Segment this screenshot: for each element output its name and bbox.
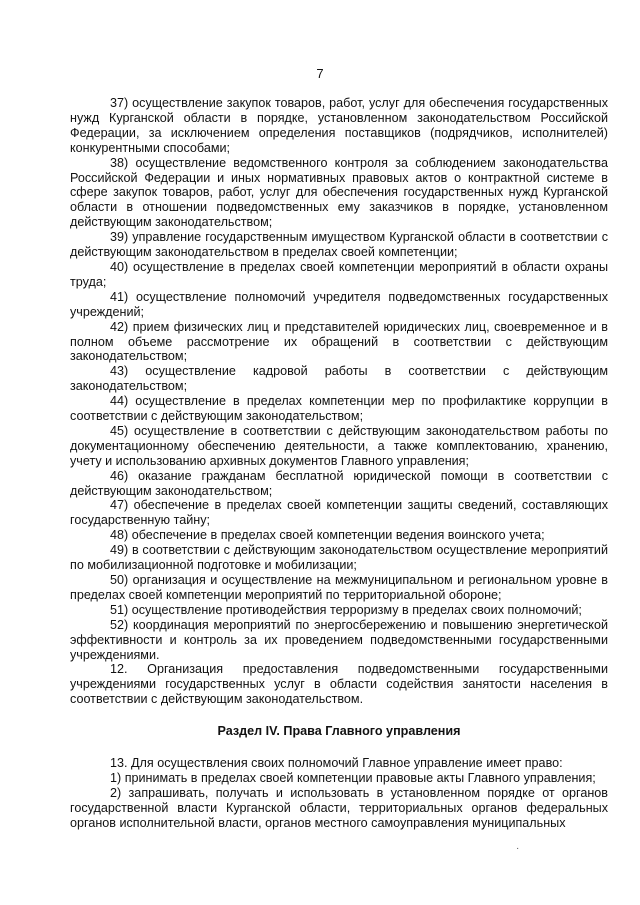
- paragraph-item-52: 52) координация мероприятий по энергосбережению и повышению энергетической эффективности и контроль за их проведением подведомственными государственными учреждениями.: [70, 617, 608, 662]
- document-body: [70, 96, 608, 831]
- paragraph-item-39: 39) управление государственным имуществом Курганской области в соответствии с действующим законодательством в пределах своей компетенции;: [70, 230, 608, 260]
- paragraph-item-38: 38) осуществление ведомственного контроля за соблюдением законодательства Российской Федерации и иных нормативных правовых актов о контрактной системе в сфере закупок товаров, работ, услуг для обеспечения государственных нужд Курганской области в отношении подведомственных ему заказчиков в порядке, установленном действующим законодательством;: [70, 155, 608, 230]
- paragraph-item-42: 42) прием физических лиц и представителей юридических лиц, своевременное и в полном объеме рассмотрение их обращений в соответствии с действующим законодательством;: [70, 319, 608, 364]
- paragraph-item-46: 46) оказание гражданам бесплатной юридической помощи в соответствии с действующим законодательством;: [70, 468, 608, 498]
- paragraph-item-49: 49) в соответствии с действующим законодательством осуществление мероприятий по мобилизационной подготовке и мобилизации;: [70, 543, 608, 573]
- paragraph-item-43: 43) осуществление кадровой работы в соответствии с действующим законодательством;: [70, 364, 608, 394]
- section-heading: Раздел IV. Права Главного управления: [217, 724, 461, 739]
- paragraph-item-45: 45) осуществление в соответствии с действующим законодательством работы по документационному обеспечению деятельности, а также комплектованию, хранению, учету и использованию архивных документов Главного управления;: [70, 423, 608, 468]
- paragraph-item-50: 50) организация и осуществление на межмуниципальном и региональном уровне в пределах своей компетенции мероприятий по территориальной обороне;: [70, 573, 608, 602]
- paragraph-item-41: 41) осуществление полномочий учредителя подведомственных государственных учреждений;: [70, 289, 608, 319]
- scan-dot-mark: ·: [516, 843, 520, 854]
- paragraph-right-1: 1) принимать в пределах своей компетенции правовые акты Главного управления;: [110, 771, 596, 786]
- paragraph-item-40: 40) осуществление в пределах своей компетенции мероприятий в области охраны труда;: [70, 259, 608, 289]
- paragraph-item-48: 48) обеспечение в пределах своей компетенции ведения воинского учета;: [110, 528, 545, 543]
- paragraph-item-37: 37) осуществление закупок товаров, работ, услуг для обеспечения государственных нужд Курганской области в порядке, установленном законодательством Российской Федерации, за исключением определения поставщиков (подрядчиков, исполнителей) конкурентными способами;: [70, 96, 608, 155]
- paragraph-item-44: 44) осуществление в пределах компетенции мер по профилактике коррупции в соответствии с действующим законодательством;: [70, 394, 608, 424]
- paragraph-clause-13: 13. Для осуществления своих полномочий Главное управление имеет право:: [110, 756, 563, 771]
- paragraph-clause-12: 12. Организация предоставления подведомственными государственными учреждениями государственных услуг в области содействия занятости населения в соответствии с действующим законодательством.: [70, 662, 608, 707]
- paragraph-right-2: 2) запрашивать, получать и использовать в установленном порядке от органов государственной власти Курганской области, территориальных органов федеральных органов исполнительной власти, органов местного самоуправления муниципальных: [70, 785, 608, 830]
- page-number: 7: [316, 66, 324, 81]
- paragraph-item-51: 51) осуществление противодействия терроризму в пределах своих полномочий;: [110, 602, 582, 617]
- paragraph-item-47: 47) обеспечение в пределах своей компетенции защиты сведений, составляющих государственную тайну;: [70, 498, 608, 528]
